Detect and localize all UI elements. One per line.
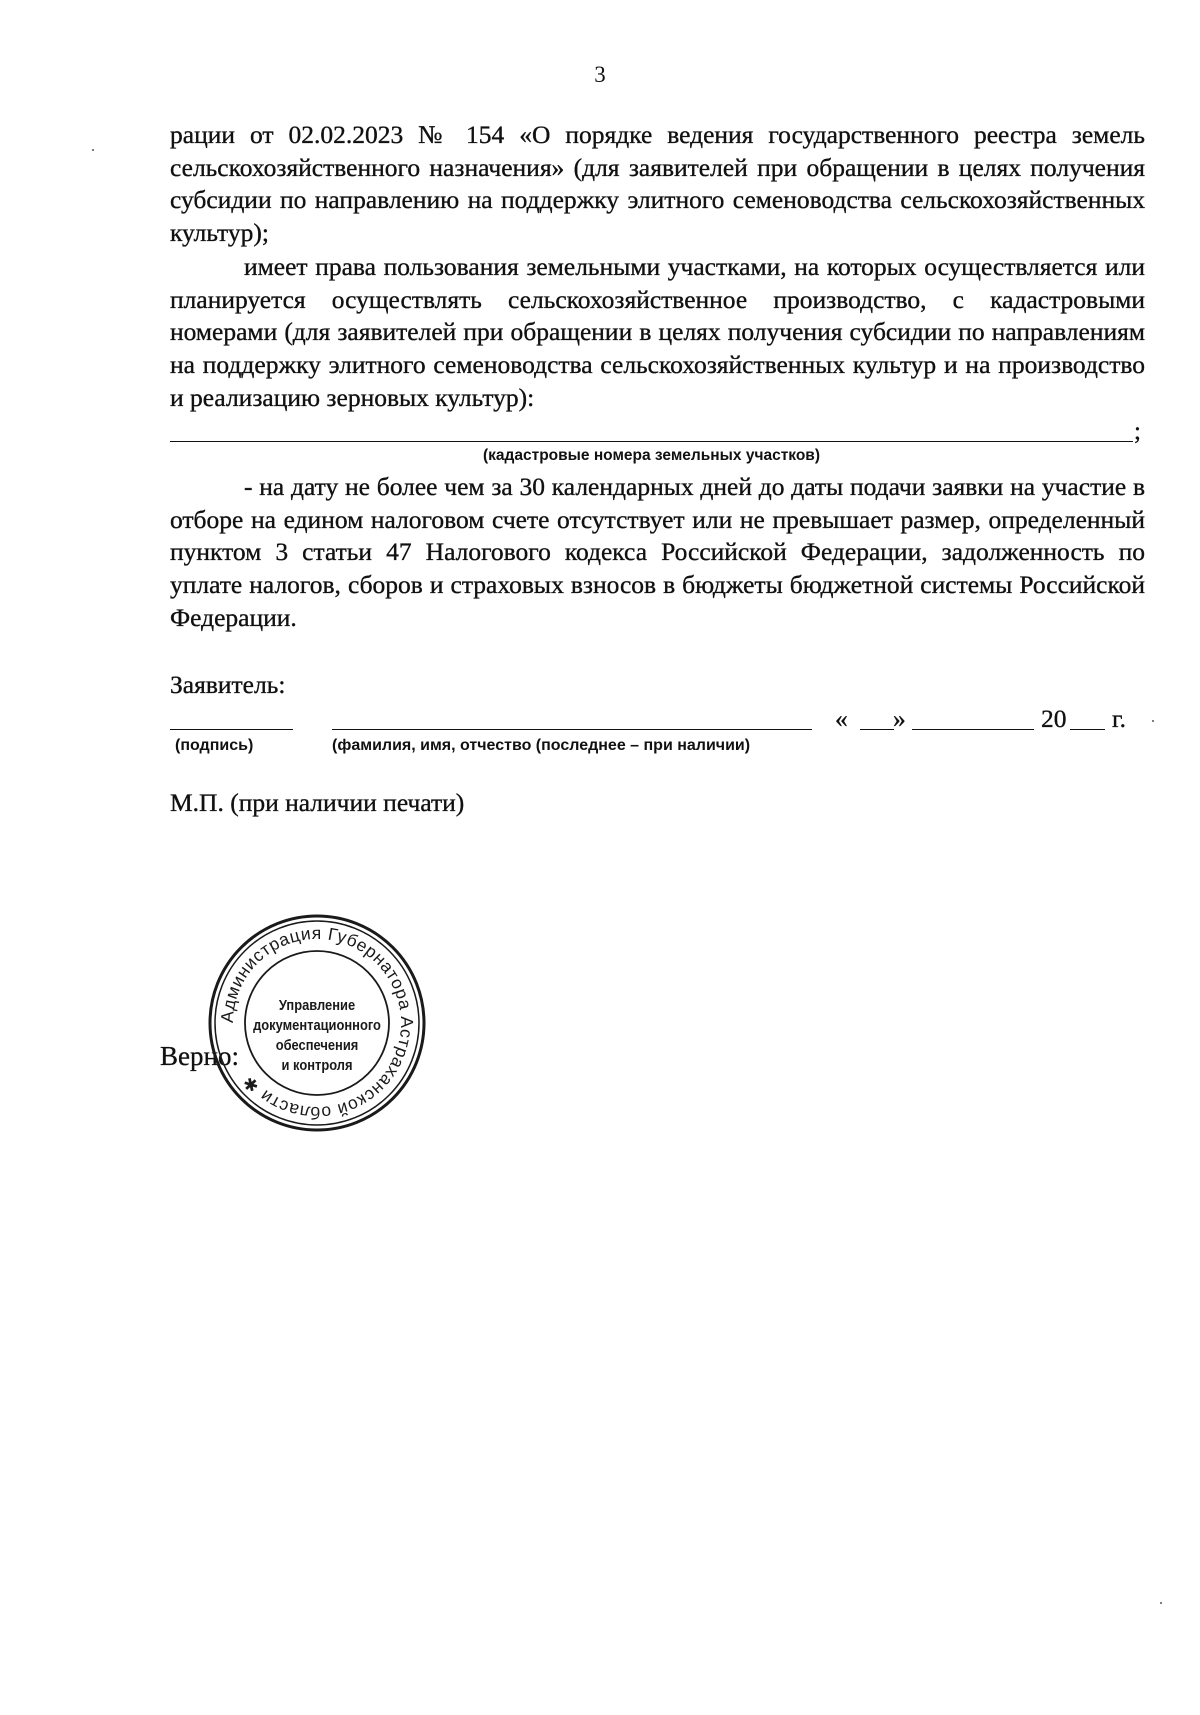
date-year-suffix: г.: [1112, 704, 1126, 733]
scan-speck: [1160, 1602, 1162, 1604]
signature-hint: (подпись): [175, 737, 254, 754]
date-quote-open: «: [835, 704, 848, 733]
date-month-line: [912, 729, 1034, 730]
date-year-line: [1070, 729, 1105, 730]
applicant-label: Заявитель:: [170, 670, 286, 699]
date-year-prefix: 20: [1041, 704, 1067, 733]
seal-note: М.П. (при наличии печати): [170, 788, 465, 817]
page-number: 3: [594, 62, 606, 87]
paragraph-land-registry: рации от 02.02.2023 № 154 «О порядке ведения государственного реестра земель сельскохозяйственного назначения» (для заявителей при обращении в целях получения субсидии по направлению на поддержку элитного семеноводства сельскохозяйственных культур);: [170, 120, 1145, 248]
scan-speck: [1152, 720, 1154, 722]
stamp-line: Управление: [278, 997, 356, 1014]
stamp-line: обеспечения: [275, 1037, 359, 1054]
certified-true-label: Верно:: [160, 1041, 239, 1071]
cadastral-numbers-line: [170, 441, 1133, 442]
stamp-line: и контроля: [281, 1057, 353, 1074]
full-name-hint: (фамилия, имя, отчество (последнее – при наличии): [332, 737, 751, 754]
paragraph-tax-debt: - на дату не более чем за 30 календарных дней до даты подачи заявки на участие в отборе на едином налоговом счете отсутствует или не превышает размер, определенный пунктом 3 статьи 47 Налогового кодекса Российской Федерации, задолженность по уплате налогов, сборов и страховых взносов в бюджеты бюджетной системы Российской Федерации.: [170, 472, 1145, 632]
date-day-line: [860, 729, 894, 730]
stamp-line: документационного: [253, 1017, 381, 1034]
date-quote-close: »: [893, 704, 906, 733]
full-name-line: [332, 729, 812, 730]
office-stamp: [206, 912, 428, 1134]
signature-line: [170, 729, 293, 730]
stamp-department-text: [253, 996, 382, 1076]
cadastral-numbers-hint: (кадастровые номера земельных участков): [482, 447, 820, 464]
paragraph-land-rights: имеет права пользования земельными участками, на которых осуществляется или планируется осуществлять сельскохозяйственное производство, с кадастровыми номерами (для заявителей при обращении в целях получения субсидии по направлениям на поддержку элитного семеноводства сельскохозяйственных культур и на производство и реализацию зерновых культур):: [170, 252, 1145, 412]
scan-speck: [92, 149, 94, 151]
cadastral-line-terminator: ;: [1134, 418, 1141, 445]
stamp-ring-text: Администрация Губернатора Астраханской области ✱: [216, 922, 418, 1124]
